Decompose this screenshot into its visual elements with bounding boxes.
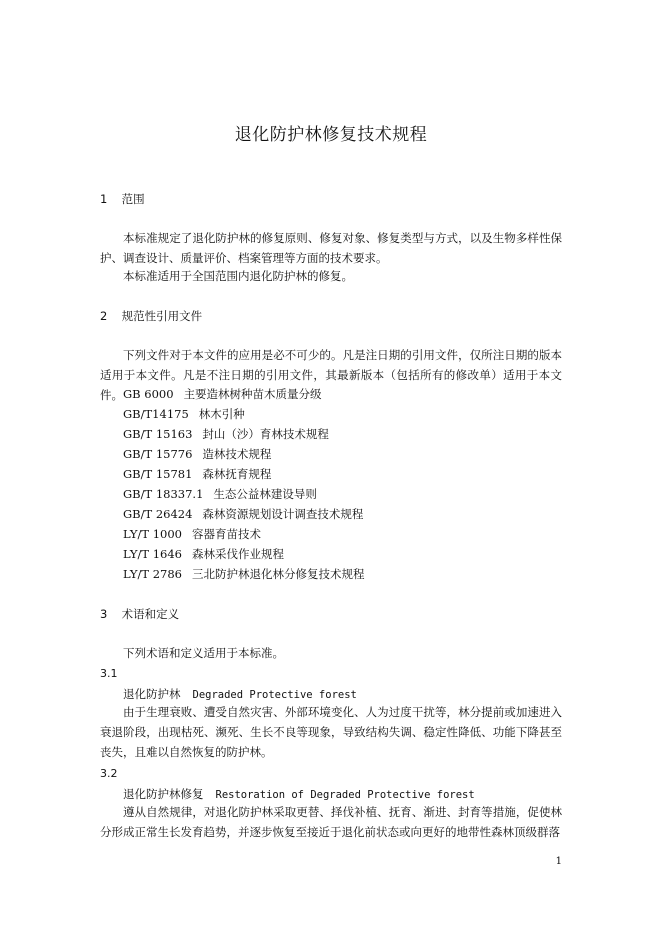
section-heading-terms-and-definitions — [100, 606, 179, 622]
section-title: 范围 — [121, 192, 145, 206]
reference-item — [123, 544, 284, 564]
reference-code: LY/T 1000 — [123, 527, 182, 541]
reference-name: 造林技术规程 — [202, 447, 272, 461]
page-number: 1 — [555, 856, 562, 867]
reference-item — [123, 424, 329, 444]
reference-name: 森林采伐作业规程 — [191, 547, 284, 561]
term-definition: 由于生理衰败、遭受自然灾害、外部环境变化、人为过度干扰等，林分提前或加速进入衰退阶段，出现枯死、濒死、生长不良等现象，导致结构失调、稳定性降低、功能下降甚至丧失，且难以自然恢复的防护林。 — [100, 705, 562, 759]
reference-code: GB/T 18337.1 — [123, 487, 204, 501]
reference-item — [123, 564, 364, 584]
term-heading — [123, 686, 357, 702]
reference-item — [123, 504, 363, 524]
term-zh: 退化防护林修复 — [123, 787, 204, 801]
section-heading-scope — [100, 191, 145, 207]
reference-code: GB 6000 — [123, 387, 174, 401]
section-title: 规范性引用文件 — [121, 309, 203, 323]
reference-item — [123, 384, 322, 404]
paragraph: 本标准适用于全国范围内退化防护林的修复。 — [123, 269, 353, 283]
term-definition: 遵从自然规律，对退化防护林采取更替、择伐补植、抚育、渐进、封育等措施，促使林分形成正常生长发育趋势，并逐步恢复至接近于退化前状态或向更好的地带性森林顶级群落 — [100, 805, 562, 839]
reference-name: 三北防护林退化林分修复技术规程 — [191, 567, 365, 581]
reference-name: 林木引种 — [198, 407, 245, 421]
reference-item — [123, 464, 271, 484]
reference-name: 生态公益林建设导则 — [213, 487, 317, 501]
document-title: 退化防护林修复技术规程 — [234, 125, 428, 145]
term-en: Restoration of Degraded Protective forest — [215, 789, 475, 801]
section-number: 2 — [100, 309, 108, 323]
section-heading-normative-references — [100, 308, 202, 324]
reference-code: GB/T 15163 — [123, 427, 193, 441]
reference-item — [123, 524, 261, 544]
reference-code: GB/T 15776 — [123, 447, 193, 461]
reference-name: 封山（沙）育林技术规程 — [202, 427, 329, 441]
section-title: 术语和定义 — [121, 607, 180, 621]
term-heading — [123, 786, 475, 802]
term-number: 3.1 — [100, 667, 118, 680]
paragraph: 下列文件对于本文件的应用是必不可少的。凡是注日期的引用文件，仅所注日期的版本适用于本文件。凡是不注日期的引用文件，其最新版本（包括所有的修改单）适用于本文件。 — [100, 348, 562, 402]
reference-name: 主要造林树种苗木质量分级 — [183, 387, 322, 401]
reference-code: GB/T14175 — [123, 407, 189, 421]
reference-code: GB/T 15781 — [123, 467, 193, 481]
section-number: 1 — [100, 192, 108, 206]
section-number: 3 — [100, 607, 108, 621]
reference-item — [123, 484, 317, 504]
term-zh: 退化防护林 — [123, 687, 181, 701]
reference-item — [123, 404, 245, 424]
reference-name: 森林抚育规程 — [202, 467, 272, 481]
reference-code: LY/T 2786 — [123, 567, 182, 581]
term-en: Degraded Protective forest — [192, 689, 357, 701]
paragraph: 本标准规定了退化防护林的修复原则、修复对象、修复类型与方式，以及生物多样性保护、调查设计、质量评价、档案管理等方面的技术要求。 — [100, 231, 562, 265]
reference-item — [123, 444, 271, 464]
reference-code: LY/T 1646 — [123, 547, 182, 561]
reference-code: GB/T 26424 — [123, 507, 193, 521]
reference-name: 容器育苗技术 — [191, 527, 261, 541]
term-number: 3.2 — [100, 767, 118, 780]
reference-name: 森林资源规划设计调查技术规程 — [202, 507, 364, 521]
paragraph: 下列术语和定义适用于本标准。 — [123, 646, 284, 660]
